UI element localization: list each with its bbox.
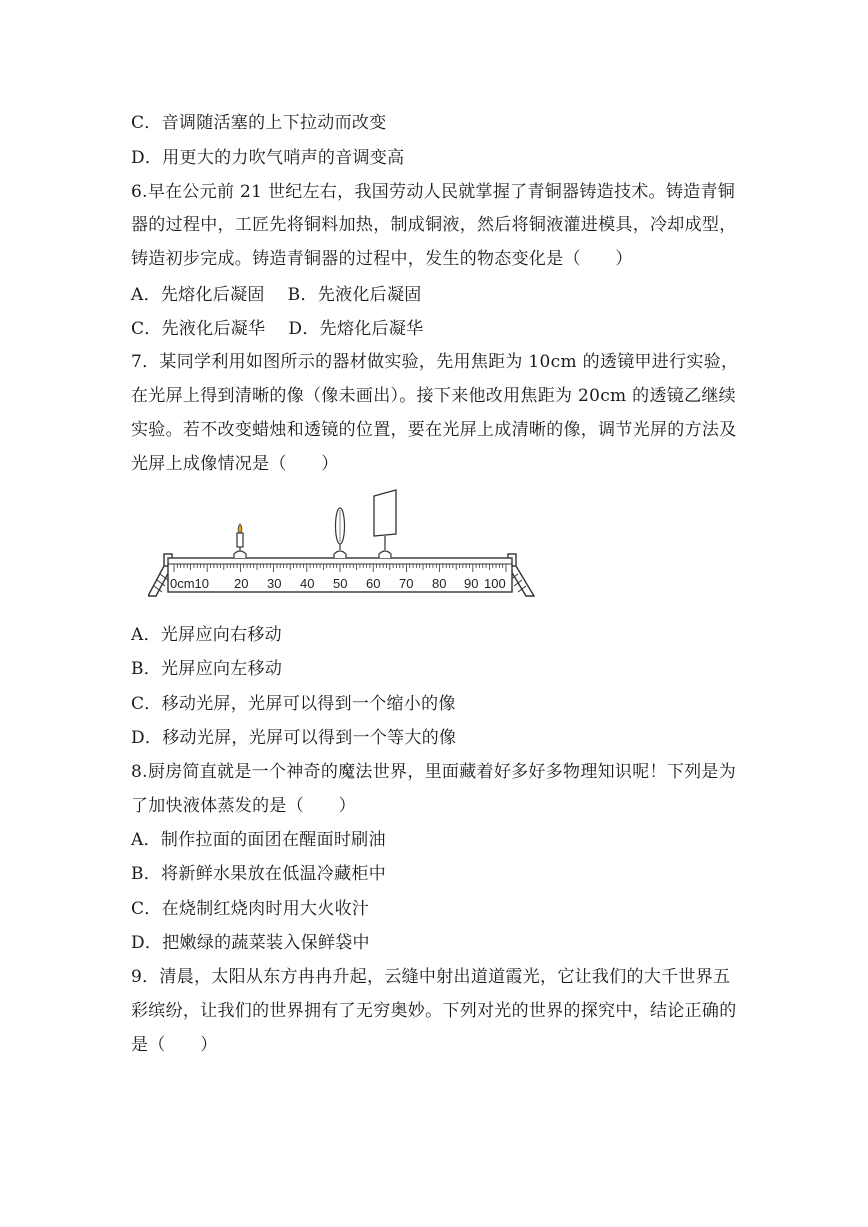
q7-stem-line1: 7．某同学利用如图所示的器材做实验，先用焦距为 10cm 的透镜甲进行实验， (131, 352, 739, 372)
q7-option-a: A．光屏应向右移动 (131, 625, 282, 645)
q9-stem-line3: 是（ ） (131, 1035, 218, 1055)
q8-option-d: D．把嫩绿的蔬菜装入保鲜袋中 (131, 933, 370, 953)
q8-option-c: C．在烧制红烧肉时用大火收汁 (131, 899, 370, 919)
scale-label-50: 50 (333, 576, 348, 591)
scale-label-0: 0cm10 (170, 576, 210, 591)
q7-option-c: C．移动光屏，光屏可以得到一个缩小的像 (131, 694, 456, 714)
scale-label-20: 20 (234, 576, 249, 591)
q8-option-b: B．将新鲜水果放在低温冷藏柜中 (131, 864, 386, 884)
q7-stem-line3: 实验。若不改变蜡烛和透镜的位置，要在光屏上成清晰的像，调节光屏的方法及 (131, 420, 737, 440)
scale-label-90: 90 (464, 576, 479, 591)
optical-bench-figure (148, 488, 548, 600)
q9-stem-line2: 彩缤纷，让我们的世界拥有了无穷奥妙。下列对光的世界的探究中，结论正确的 (131, 1001, 737, 1021)
q7-option-d: D．移动光屏，光屏可以得到一个等大的像 (131, 728, 457, 748)
q6-options-row1: A．先熔化后凝固 B．先液化后凝固 (131, 285, 422, 305)
convex-lens (334, 508, 346, 558)
q8-stem-line2: 了加快液体蒸发的是（ ） (131, 796, 356, 816)
scale-label-40: 40 (300, 576, 315, 591)
light-screen (374, 490, 396, 558)
q5-option-d: D．用更大的力吹气哨声的音调变高 (131, 148, 405, 168)
q8-stem-line1: 8.厨房简直就是一个神奇的魔法世界，里面藏着好多好多物理知识呢！下列是为 (131, 762, 737, 782)
q8-option-a: A．制作拉面的面团在醒面时刷油 (131, 830, 386, 850)
scale-label-80: 80 (432, 576, 447, 591)
q9-stem-line1: 9．清晨，太阳从东方冉冉升起，云缝中射出道道霞光，它让我们的大千世界五 (131, 967, 731, 987)
q7-stem-line2: 在光屏上得到清晰的像（像未画出）。接下来他改用焦距为 20cm 的透镜乙继续 (131, 386, 736, 406)
q7-stem-line4: 光屏上成像情况是（ ） (131, 454, 339, 474)
q6-options-row2: C．先液化后凝华 D．先熔化后凝华 (131, 319, 424, 339)
q7-option-b: B．光屏应向左移动 (131, 659, 283, 679)
scale-label-30: 30 (267, 576, 282, 591)
q6-stem-line2: 器的过程中，工匠先将铜料加热，制成铜液，然后将铜液灌进模具，冷却成型， (131, 215, 737, 235)
q5-option-c: C．音调随活塞的上下拉动而改变 (131, 113, 387, 133)
scale-label-70: 70 (399, 576, 414, 591)
scale-label-100: 100 (484, 576, 506, 591)
q6-stem-line1: 6.早在公元前 21 世纪左右，我国劳动人民就掌握了青铜器铸造技术。铸造青铜 (131, 182, 736, 202)
q6-stem-line3: 铸造初步完成。铸造青铜器的过程中，发生的物态变化是（ ） (131, 249, 633, 269)
candle (234, 524, 246, 558)
scale-label-60: 60 (366, 576, 381, 591)
